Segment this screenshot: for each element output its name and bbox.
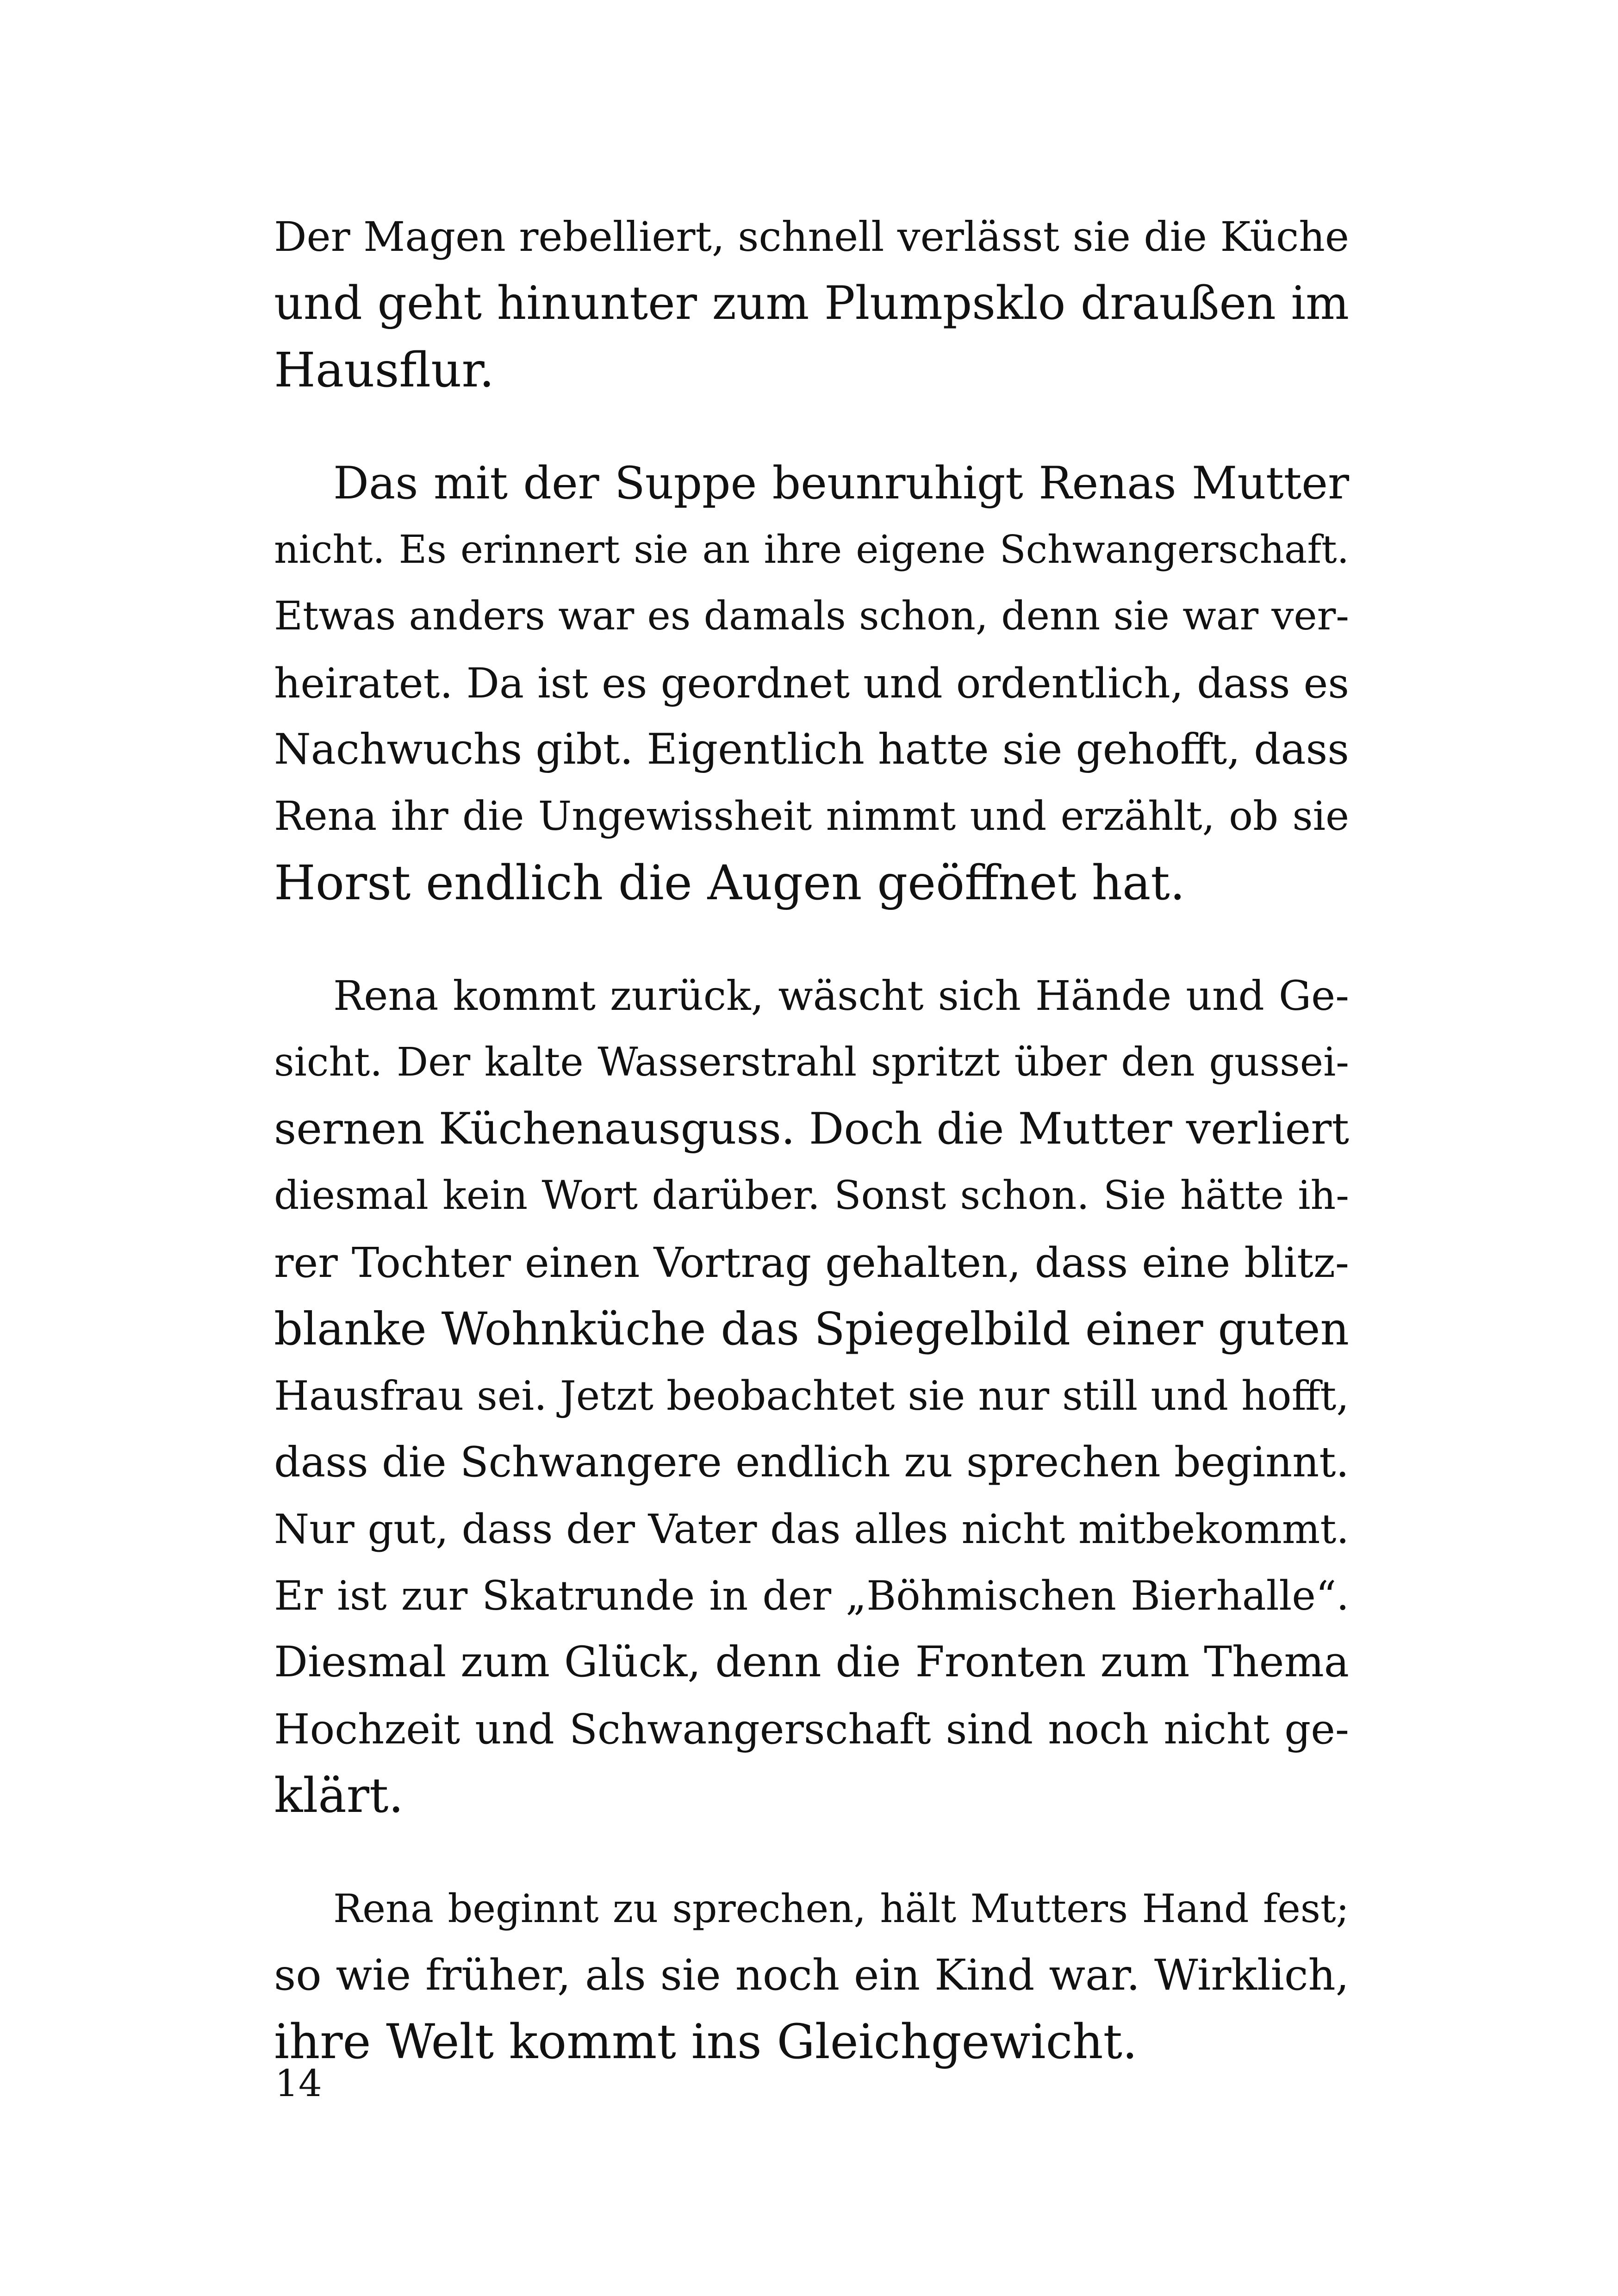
paragraph-3 — [274, 963, 1349, 1829]
text-line: Hochzeit und Schwangerschaft sind noch nicht ge- — [274, 1705, 1349, 1753]
paragraph-1 — [274, 204, 1349, 404]
paragraph-2 — [274, 450, 1349, 916]
page-number: 14 — [275, 2062, 322, 2105]
text-line: Das mit der Suppe beunruhigt Renas Mutter — [333, 457, 1349, 509]
text-line: diesmal kein Wort darüber. Sonst schon. Sie hätte ih- — [274, 1173, 1349, 1219]
text-line: Rena beginnt zu sprechen, hält Mutters Hand fest; — [333, 1886, 1349, 1931]
text-line: Rena ihr die Ungewissheit nimmt und erzählt, ob sie — [274, 793, 1349, 840]
text-line: heiratet. Da ist es geordnet und ordentlich, dass es — [274, 659, 1349, 707]
text-line: nicht. Es erinnert sie an ihre eigene Schwangerschaft. — [274, 527, 1349, 572]
text-line: Der Magen rebelliert, schnell verlässt sie die Küche — [274, 213, 1349, 261]
text-line: Er ist zur Skatrunde in der „Böhmischen Bierhalle“. — [274, 1572, 1349, 1619]
text-line: klärt. — [274, 1768, 404, 1823]
text-line: sernen Küchenausguss. Doch die Mutter verliert — [274, 1104, 1349, 1154]
text-line: Etwas anders war es damals schon, denn sie war ver- — [274, 593, 1349, 639]
text-line: Horst endlich die Augen geöffnet hat. — [274, 855, 1185, 911]
text-line: Hausfrau sei. Jetzt beobachtet sie nur still und hofft, — [274, 1372, 1349, 1419]
text-line: blanke Wohnküche das Spiegelbild einer guten — [274, 1303, 1349, 1355]
text-line: dass die Schwangere endlich zu sprechen beginnt. — [274, 1438, 1349, 1487]
text-line: Nachwuchs gibt. Eigentlich hatte sie gehofft, dass — [274, 725, 1349, 774]
text-line: Nur gut, dass der Vater das alles nicht mitbekommt. — [274, 1506, 1349, 1553]
paragraph-gap — [274, 404, 1349, 450]
text-line: Hausflur. — [274, 342, 495, 398]
text-line: rer Tochter einen Vortrag gehalten, dass eine blitz- — [274, 1238, 1349, 1287]
body-text — [274, 204, 1349, 2075]
text-line: Rena kommt zurück, wäscht sich Hände und Ge- — [333, 972, 1349, 1020]
text-line: so wie früher, als sie noch ein Kind war. Wirklich, — [274, 1950, 1349, 2000]
paragraph-gap — [274, 916, 1349, 963]
text-line: sicht. Der kalte Wasserstrahl spritzt über den gussei- — [274, 1039, 1349, 1085]
text-line: Diesmal zum Glück, denn die Fronten zum Thema — [274, 1638, 1349, 1686]
paragraph-4 — [274, 1875, 1349, 2075]
text-line: und geht hinunter zum Plumpsklo draußen im — [274, 277, 1349, 330]
paragraph-gap — [274, 1829, 1349, 1875]
text-line: ihre Welt kommt ins Gleichgewicht. — [274, 2014, 1138, 2070]
